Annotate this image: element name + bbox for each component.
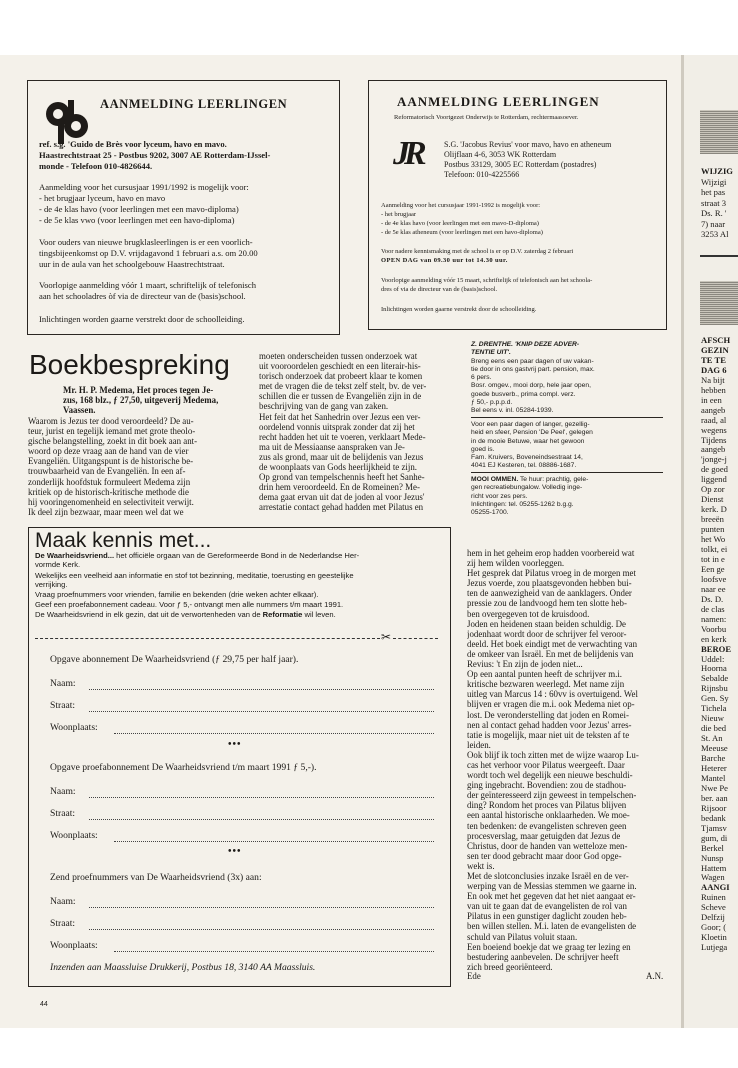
review-text-line: wekt is. bbox=[467, 860, 495, 871]
right-page-line: Sebalde bbox=[701, 674, 729, 684]
review-text-line: Ook blijf ik toch zitten met de wijze waarop Lu- bbox=[467, 749, 639, 760]
classified-text: gen recreatiebungalow. Volledig inge- bbox=[471, 484, 583, 492]
right-page-line: ber. aan bbox=[701, 793, 728, 803]
classified-text: Voor een paar dagen of langer, gezellig- bbox=[471, 421, 590, 428]
review-text-line: cas het verhoor voor Pilatus weergeeft. Daar bbox=[467, 759, 625, 770]
right-page-line: aangeb bbox=[701, 445, 726, 455]
guido-school: ref. s.g. 'Guido de Brès voor lyceum, havo en mavo. bbox=[39, 139, 227, 149]
guido-heading: AANMELDING LEERLINGEN bbox=[100, 97, 288, 111]
naam-label: Naam: bbox=[50, 678, 76, 689]
right-page-line: het Wo bbox=[701, 535, 726, 545]
separator-dots: ••• bbox=[228, 739, 242, 750]
right-page-line: Rijnsbu bbox=[701, 684, 728, 694]
classified-ommen bbox=[471, 476, 666, 517]
review-text-line: lost. De veronderstelling dat joden en Romei- bbox=[467, 709, 629, 720]
right-page-line: tolkt, ei bbox=[701, 545, 728, 555]
straat-label: Straat: bbox=[50, 700, 76, 711]
guido-address-1: Haastrechtstraat 25 - Postbus 9202, 3007 AE Rotterdam-IJssel- bbox=[39, 150, 271, 160]
review-text-line: blijven er vragen die m.i. ook Medema niet op- bbox=[467, 699, 635, 710]
review-text-line: zich breed georiënteerd. bbox=[467, 961, 553, 972]
review-text-line: moeten onderscheiden tussen onderzoek wat bbox=[259, 351, 418, 361]
classified-title: Z. DRENTHE. 'KNIP DEZE ADVER- bbox=[471, 341, 580, 348]
ad-guido-de-bres bbox=[27, 80, 340, 335]
revius-address: S.G. 'Jacobus Revius' voor mavo, havo en atheneum bbox=[444, 140, 612, 149]
right-page-line: Ds. D. bbox=[701, 594, 724, 604]
guido-info: Inlichtingen worden gaarne verstrekt door de schoolleiding. bbox=[39, 314, 245, 324]
review-text-line: Jezus voerde, zou plaatsgevonden hebben bui- bbox=[467, 578, 632, 589]
woonplaats-field[interactable] bbox=[114, 951, 434, 952]
review-text-line: recht hadden het uit te voeren, verklaart Mede- bbox=[259, 431, 426, 442]
woonplaats-label: Woonplaats: bbox=[50, 940, 98, 951]
review-text-line: trouwbaarheid van de Evangeliën. In een af- bbox=[28, 466, 186, 477]
revius-item: - het brugjaar bbox=[381, 211, 417, 218]
right-page-line: Mantel bbox=[701, 773, 726, 783]
right-page-line: 7) naar bbox=[701, 218, 726, 229]
classified-drenthe bbox=[471, 341, 666, 416]
revius-open-2: OPEN DAG van 09.30 uur tot 14.30 uur. bbox=[381, 257, 508, 264]
review-text-line: procesverslag, maar getuigden dat Jezus de bbox=[467, 830, 621, 841]
revius-prelim-2: dres of via de directeur van de (basis)school. bbox=[381, 286, 498, 293]
review-text-line: arrestatie contact gehad hadden met Pilatus en bbox=[259, 502, 424, 513]
subscribe-text: De Waarheidsvriend in elk gezin, dat uit de verwortenheden van de bbox=[35, 610, 263, 619]
subscribe-line: verrijking. bbox=[35, 580, 68, 589]
right-page-text-main bbox=[701, 336, 738, 953]
right-page-line: het pas bbox=[701, 187, 726, 197]
review-text-line: Het gesprek dat Pilatus vroeg in de morgen met bbox=[467, 568, 636, 579]
guido-item: - de 5e klas vwo (voor leerlingen met een havo-diploma) bbox=[39, 215, 235, 225]
classified-text: ƒ 50,- p.p.p.d. bbox=[471, 399, 513, 407]
review-text-line: der geïnteresseerd zijn geweest in tempelschen- bbox=[467, 790, 637, 801]
guido-intro: Aanmelding voor het cursusjaar 1991/1992 is mogelijk voor: bbox=[39, 182, 249, 192]
review-text-line: Evangeliën. Uitgangspunt is de historische be- bbox=[28, 456, 194, 467]
review-text-line: van uit te gaan dat de evangelisten de rol van bbox=[467, 901, 627, 912]
guido-parents-1: Voor ouders van nieuwe brugklasleerlingen is er een voorlich- bbox=[39, 237, 253, 247]
guido-prelim-1: Voorlopige aanmelding vóór 1 maart, schriftelijk of telefonisch bbox=[39, 280, 257, 290]
review-text-line: ten de aanwezigheid van de aanklagers. Onder bbox=[467, 588, 632, 599]
review-text-line: Pilatus in een gunstiger daglicht zouden heb- bbox=[467, 911, 627, 922]
review-column-2 bbox=[259, 351, 459, 513]
review-byline bbox=[63, 385, 249, 415]
right-page-line: Na bijt bbox=[701, 375, 725, 385]
subscription-coupon bbox=[28, 527, 451, 987]
classified-peel bbox=[471, 421, 666, 471]
review-text-line: oordelend vonnis uitsprak zonder dat zij het bbox=[259, 421, 415, 432]
naam-field[interactable] bbox=[89, 907, 434, 908]
page-number: 44 bbox=[40, 1001, 48, 1008]
right-page-line: aangeb bbox=[701, 405, 726, 415]
right-page-line: St. An bbox=[701, 734, 723, 744]
right-page-line: Delfzij bbox=[701, 913, 725, 923]
review-column-3 bbox=[467, 548, 667, 972]
right-page-line: 3253 Al bbox=[701, 229, 729, 239]
right-page-line: Tichela bbox=[701, 704, 727, 714]
right-page-line: Berkel bbox=[701, 843, 724, 853]
review-text-line: Op een aantal punten heeft de schrijver m.i. bbox=[467, 669, 623, 680]
review-text-line: werping van de Messias stemmen we gaarne in. bbox=[467, 881, 637, 892]
review-signature-initials: A.N. bbox=[646, 971, 664, 981]
byline-line: Mr. H. P. Medema, Het proces tegen Je- bbox=[63, 385, 214, 395]
right-page-rule bbox=[700, 255, 738, 257]
classified-title: TENTIE UIT'. bbox=[471, 349, 511, 357]
right-page-text-top bbox=[701, 166, 738, 240]
classified-text: in de mooie Betuwe, waar het gewoon bbox=[471, 437, 585, 445]
revius-info: Inlichtingen worden gaarne verstrekt door de schoolleiding. bbox=[381, 306, 537, 313]
right-page-line: Wijzigi bbox=[701, 176, 727, 187]
review-text-line: wordt toch wel degelijk een nieuwe beschuldi- bbox=[467, 770, 633, 781]
right-page-line: Ruinen bbox=[701, 893, 726, 903]
right-page-line: die bed bbox=[701, 724, 727, 734]
subscribe-text: het officiële orgaan van de Gereformeerde Bond in de Nederlandse Her- bbox=[114, 551, 360, 560]
review-text-line: Een boeiend boekje dat we graag ter lezing en bbox=[467, 941, 631, 952]
revius-heading: AANMELDING LEERLINGEN bbox=[397, 94, 600, 109]
review-text-line: Met de slotconclusies inzake Israël en de ver- bbox=[467, 871, 629, 881]
review-text-line: ding? Rondom het proces van Pilatus blijven bbox=[467, 800, 627, 811]
right-page-line: bedank bbox=[701, 813, 726, 823]
right-page-line: straat 3 bbox=[701, 197, 727, 208]
review-text-line: Joden en heidenen staan beiden schuldig. De bbox=[467, 618, 626, 629]
right-page-line: Wagen bbox=[701, 873, 725, 883]
review-text-line: zij hem wilden voorleggen. bbox=[467, 558, 565, 569]
review-text-line: Waarom is Jezus ter dood veroordeeld? De au- bbox=[28, 416, 194, 426]
separator-dots: ••• bbox=[228, 846, 242, 857]
review-text-line: ben overgegeven tot de kruisdood. bbox=[467, 608, 590, 619]
review-text-line: gische belangstelling, zoekt in dit boek aan ant- bbox=[28, 436, 198, 447]
review-text-line: schillen die er tussen de Evangeliën zijn in de bbox=[259, 391, 422, 402]
right-page-line: de clas bbox=[701, 604, 725, 614]
straat-label: Straat: bbox=[50, 808, 76, 819]
subscribe-title: Maak kennis met... bbox=[35, 529, 212, 552]
right-page-line: Hoorna bbox=[701, 664, 727, 674]
review-text-line: een aantal historische onklaarheden. We moe- bbox=[467, 810, 630, 821]
review-text-line: de woonplaats van Gods heerlijkheid te zijn. bbox=[259, 462, 417, 473]
classified-text: Bosr. omgev., mooi dorp, hele jaar open, bbox=[471, 382, 591, 390]
classified-text: richt voor zes pers. bbox=[471, 492, 528, 500]
classified-text: goede busverb., prima compl. verz. bbox=[471, 390, 576, 398]
review-text-line: zus als grond, maar uit de belijdenis van Jezus bbox=[259, 451, 424, 462]
right-page-line: Tijdens bbox=[701, 435, 727, 445]
right-page-line: BEROE bbox=[701, 644, 732, 654]
right-page-line: Uddel: bbox=[701, 654, 725, 664]
classified-text: Bel eens v. inl. 05284-1939. bbox=[471, 407, 554, 415]
review-text-line: hem in het geheim erop hadden voorbereid wat bbox=[467, 548, 635, 558]
straat-label: Straat: bbox=[50, 918, 76, 929]
guido-parents-3: uur in de aula van het schoolgebouw Haastrechtstraat. bbox=[39, 259, 225, 269]
classified-text: Inlichtingen: tel. 05255-1262 b.g.g. bbox=[471, 500, 574, 508]
right-page-line: Kloetin bbox=[701, 933, 727, 943]
right-page-line: naar ee bbox=[701, 584, 726, 594]
review-signature-place: Ede bbox=[467, 971, 481, 981]
right-page-line: Gen. Sy bbox=[701, 694, 729, 704]
right-page-line: gum, di bbox=[701, 833, 728, 843]
review-text-line: tatie is mogelijk, maar niet uit de teksten af te bbox=[467, 729, 630, 740]
classified-text: goed is. bbox=[471, 445, 495, 453]
right-page-line: raad, al bbox=[701, 415, 727, 425]
classified-text: tie door in ons gastvrij part. pension, max. bbox=[471, 365, 595, 373]
cut-line bbox=[393, 638, 438, 639]
guido-prelim-2: aan het schooladres òf via de directeur van de (basis)school. bbox=[39, 291, 246, 301]
right-page-photo bbox=[700, 110, 738, 154]
revius-address: Olijflaan 4-6, 3053 WK Rotterdam bbox=[444, 150, 557, 159]
subscribe-text: Reformatie bbox=[262, 610, 303, 619]
right-page-line: loofsve bbox=[701, 574, 727, 584]
classified-title: MOOI OMMEN. bbox=[471, 476, 519, 483]
subscribe-line: vormde Kerk. bbox=[35, 560, 81, 569]
review-text-line: kritische bezwaren weerlegd. Met name zijn bbox=[467, 679, 625, 690]
naam-label: Naam: bbox=[50, 786, 76, 797]
classified-divider bbox=[471, 472, 663, 473]
review-text-line: Revius: 't En zijn de joden niet... bbox=[467, 659, 583, 670]
revius-item: - de 5e klas atheneum (voor leerlingen met een havo-diploma) bbox=[381, 229, 543, 236]
right-page-line: in een bbox=[701, 395, 722, 405]
right-page-line: AFSCH bbox=[701, 336, 731, 345]
classified-text: Te huur: prachtig, gele- bbox=[519, 476, 589, 483]
classified-text: heid en sfeer, Pension 'De Peel', gelegen bbox=[471, 429, 593, 437]
right-page-line: 'jonge-j bbox=[701, 455, 727, 465]
section-abonnement: Opgave abonnement De Waarheidsvriend (ƒ 29,75 per half jaar). bbox=[50, 654, 299, 665]
woonplaats-label: Woonplaats: bbox=[50, 830, 98, 841]
classified-divider bbox=[471, 417, 663, 418]
right-page-line: namen: bbox=[701, 614, 727, 624]
revius-address: Telefoon: 010-4225566 bbox=[444, 170, 520, 179]
review-text-line: drin hem veroordeeld. En de Romeinen? Me- bbox=[259, 482, 420, 493]
right-page-line: AANGI bbox=[701, 883, 730, 893]
review-text-line: torisch onderzoek dat probeert klaar te komen bbox=[259, 371, 423, 382]
review-text-line: hij vooringenomenheid en selectiviteit verwijt. bbox=[28, 496, 194, 507]
right-page-line: Voorbu bbox=[701, 624, 727, 634]
review-text-line: ten bedenken: de evangelisten schreven geen bbox=[467, 820, 627, 831]
right-page-line: Scheve bbox=[701, 903, 726, 913]
woonplaats-field[interactable] bbox=[114, 841, 434, 842]
naam-field[interactable] bbox=[89, 797, 434, 798]
right-page-line: Barche bbox=[701, 754, 726, 764]
review-text-line: teur, jurist en tegelijk iemand met grote theolo- bbox=[28, 426, 196, 437]
right-page-line: Tjamsv bbox=[701, 823, 727, 833]
right-page-line: Op zor bbox=[701, 485, 725, 495]
review-text-line: woord op deze vraag aan de hand van de vier bbox=[28, 446, 189, 457]
right-page-line: Heterer bbox=[701, 763, 727, 773]
revius-item: - de 4e klas havo (voor leerlingen met een mavo-D-diploma) bbox=[381, 220, 539, 227]
right-page-photo bbox=[700, 281, 738, 325]
right-page-line: de goed bbox=[701, 465, 728, 475]
review-text-line: dema gaat ervan uit dat de joden al voor Jezus' bbox=[259, 492, 425, 503]
review-text-line: jodenhaat wordt door de schrijver fel veroor- bbox=[467, 628, 627, 639]
right-page-line: Goor; ( bbox=[701, 923, 727, 933]
right-page-line: GEZIN bbox=[701, 345, 729, 355]
guido-parents-2: tingsbijeenkomst op D.V. vrijdagavond 1 februari a.s. om 20.00 bbox=[39, 248, 258, 258]
guido-item: - de 4e klas havo (voor leerlingen met een mavo-diploma) bbox=[39, 204, 239, 214]
classified-text: Breng eens een paar dagen of uw vakan- bbox=[471, 357, 594, 365]
right-page-line: breeën bbox=[701, 515, 724, 525]
review-text-line: En ook met het gegeven dat het niet aangaat er- bbox=[467, 891, 636, 902]
right-page-line: Ds. R. ' bbox=[701, 208, 727, 218]
guido-item: - het brugjaar lyceum, havo en mavo bbox=[39, 193, 166, 203]
byline-line: Vaassen. bbox=[63, 405, 96, 416]
right-page-line: DAG 6 bbox=[701, 365, 727, 375]
right-page-line: wegens bbox=[701, 425, 727, 435]
review-text-line: schuld van Pilatus voluit staan. bbox=[467, 931, 578, 942]
woonplaats-field[interactable] bbox=[114, 733, 434, 734]
right-page-line: tot in e bbox=[701, 554, 725, 564]
review-text-line: met de vragen die de tekst zelf stelt, bv. de ver- bbox=[259, 381, 427, 392]
review-text-line: Het feit dat het Sanhedrin over Jezus een ver- bbox=[259, 411, 421, 422]
subscribe-brand: De Waarheidsvriend... bbox=[35, 551, 115, 560]
review-text-line: zonderlijk hoofdstuk formuleert Medema zijn bbox=[28, 476, 191, 487]
right-page-line: Nunsp bbox=[701, 853, 724, 863]
straat-field[interactable] bbox=[89, 929, 434, 930]
subscribe-line: Geef een proefabonnement cadeau. Voor ƒ 5,- ontvangt men alle nummers t/m maart 1991. bbox=[35, 600, 344, 609]
right-page-line: Nwe Pe bbox=[701, 783, 728, 793]
right-page-line: en kerk bbox=[701, 634, 727, 644]
right-page-line: Nieuw bbox=[701, 714, 724, 724]
review-title: Boekbespreking bbox=[29, 349, 230, 380]
review-text-line: sen ter dood gebracht maar door God opge- bbox=[467, 850, 622, 861]
classified-text: 4041 EJ Kesteren, tel. 08886-1687. bbox=[471, 462, 577, 470]
scissors-icon: ✂ bbox=[381, 630, 392, 644]
review-text-line: uit vooroordelen geschiedt en een literair-his- bbox=[259, 361, 421, 372]
cut-line bbox=[35, 638, 380, 639]
revius-intro: Aanmelding voor het cursusjaar 1991-1992 is mogelijk voor: bbox=[381, 202, 541, 209]
subscribe-text: wil leven. bbox=[302, 610, 336, 619]
right-page-line: hebben bbox=[701, 385, 726, 395]
classified-text: Fam. Kruivers, Boveneindsestraat 14, bbox=[471, 454, 583, 462]
subscribe-line: Vraag proefnummers voor vrienden, familie en bekenden (drie weken achter elkaar). bbox=[35, 590, 319, 599]
review-text-line: ma uit de Messiaanse aanspraken van Je- bbox=[259, 441, 405, 452]
right-page-line: TE TE bbox=[701, 355, 726, 365]
review-text-line: deeld. Het boek eindigt met de verwachting van bbox=[467, 638, 638, 649]
section-proefabonnement: Opgave proefabonnement De Waarheidsvriend t/m maart 1991 ƒ 5,-). bbox=[50, 762, 317, 773]
classified-text: 6 pers. bbox=[471, 374, 492, 382]
review-text-line: Ik deel zijn bezwaar, maar meen wel dat we bbox=[28, 506, 184, 517]
subscribe-line bbox=[35, 610, 336, 620]
revius-subheading: Reformatorisch Voortgezet Onderwijs te Rotterdam, rechtermaasoever. bbox=[394, 114, 579, 121]
right-page-line: Rijsoor bbox=[701, 803, 727, 813]
right-page-line: Meeuse bbox=[701, 744, 728, 754]
review-text-line: beschrijving van de gang van zaken. bbox=[259, 401, 389, 412]
review-text-line: pressie zou de landvoogd hem ten slotte heb- bbox=[467, 598, 627, 609]
review-text-line: nen al contact gehad hadden voor Jezus' arres- bbox=[467, 719, 632, 730]
revius-address: Postbus 33129, 3005 EC Rotterdam (postadres) bbox=[444, 160, 597, 169]
revius-prelim-1: Voorlopige aanmelding vóór 15 maart, schriftelijk of telefonisch aan het schoola- bbox=[381, 277, 593, 284]
classified-text: 05255-1700. bbox=[471, 509, 509, 517]
review-text-line: Christus, door de handen van wetteloze men- bbox=[467, 840, 628, 851]
straat-field[interactable] bbox=[89, 711, 434, 712]
review-text-line: leiden. bbox=[467, 739, 491, 750]
review-text-line: bestudering aanbevelen. De schrijver heeft bbox=[467, 951, 619, 962]
review-text-line: uitleg van Marcus 14 : 60vv is overtuigend. Wel bbox=[467, 689, 638, 700]
right-page-line: WIJZIG bbox=[701, 166, 733, 176]
subscribe-line: Wekelijks een veelheid aan informatie en stof tot bezinning, meditatie, toerusting en geestelijke bbox=[35, 571, 354, 580]
coupon-footer: Inzenden aan Maassluise Drukkerij, Postbus 18, 3140 AA Maassluis. bbox=[50, 962, 316, 973]
woonplaats-label: Woonplaats: bbox=[50, 722, 98, 733]
naam-label: Naam: bbox=[50, 896, 76, 907]
section-proefnummers: Zend proefnummers van De Waarheidsvriend (3x) aan: bbox=[50, 872, 262, 883]
ad-jacobus-revius bbox=[368, 80, 667, 330]
right-page-line: liggend bbox=[701, 475, 727, 485]
review-text-line: ging ingebracht. Bovendien: zou de stadhou- bbox=[467, 780, 627, 791]
guido-address-2: monde - Telefoon 010-4826644. bbox=[39, 161, 153, 171]
review-column-1 bbox=[28, 416, 250, 517]
subscribe-line bbox=[35, 551, 359, 561]
right-page-line: Lutjega bbox=[701, 943, 728, 953]
review-text-line: Op grond van tempelschennis heeft het Sanhe- bbox=[259, 472, 425, 483]
right-page-line: Dienst bbox=[701, 495, 724, 505]
review-text-line: ben willen stellen. M.i. laten de evangelisten de bbox=[467, 921, 637, 932]
byline-line: zus, 168 blz., ƒ 27,50, uitgeverij Medema, bbox=[63, 395, 219, 406]
revius-logo: JR bbox=[393, 135, 421, 172]
review-text-line: de omkeer van Israël. En met de belijdenis van bbox=[467, 648, 634, 659]
naam-field[interactable] bbox=[89, 689, 434, 690]
straat-field[interactable] bbox=[89, 819, 434, 820]
right-page-line: Een ge bbox=[701, 564, 725, 574]
right-page-line: punten bbox=[701, 525, 725, 535]
right-page-line: Hattem bbox=[701, 863, 727, 873]
revius-open-1: Voor nadere kennismaking met de school is er op D.V. zaterdag 2 februari bbox=[381, 248, 574, 255]
review-text-line: kritiek op de historisch-kritische methode die bbox=[28, 486, 189, 497]
right-page-line: kerk. D bbox=[701, 505, 727, 515]
